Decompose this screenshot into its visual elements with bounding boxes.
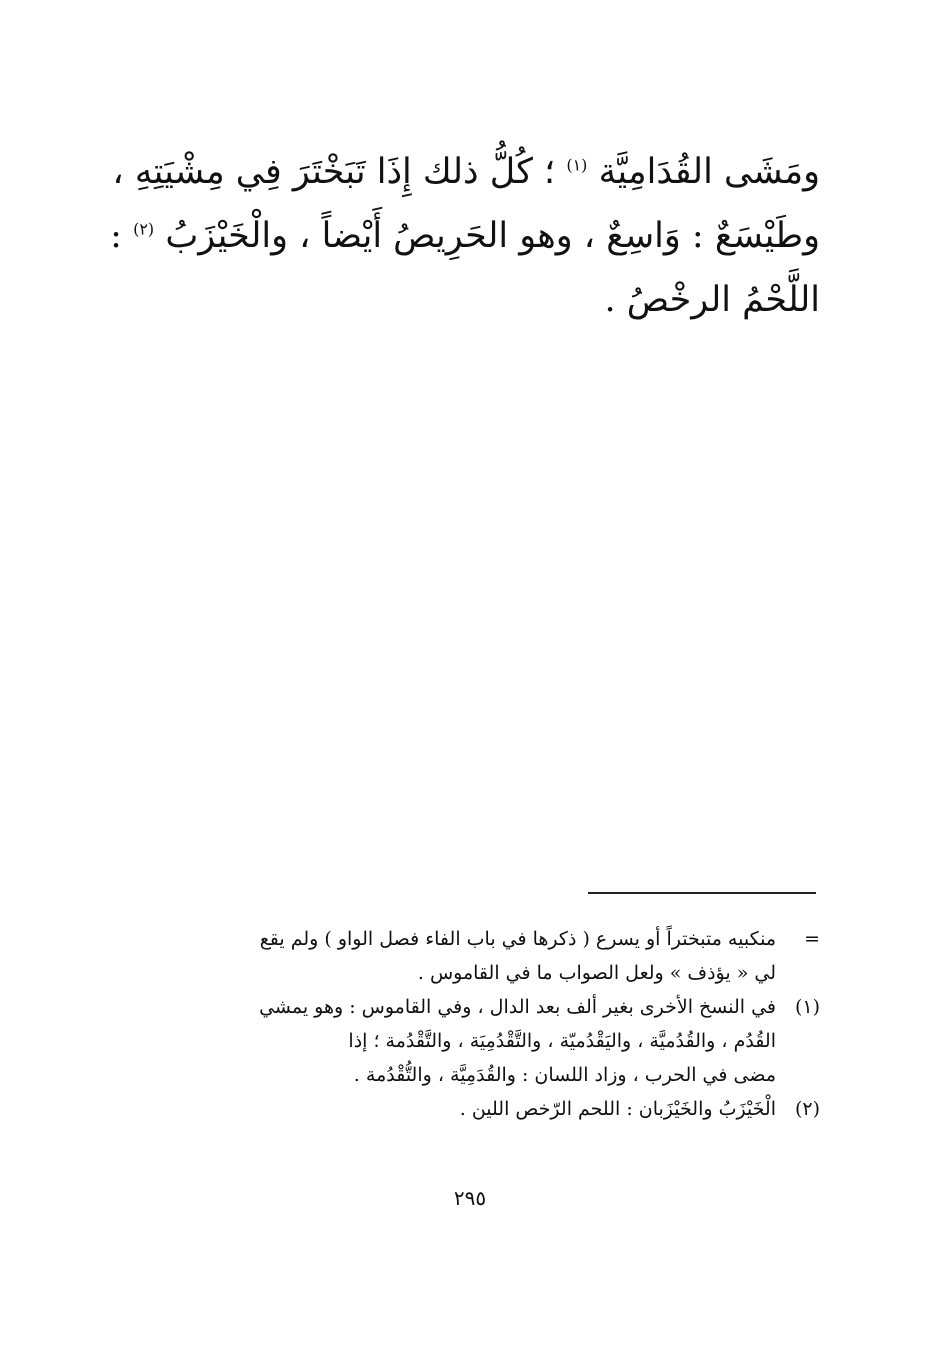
main-text [110, 140, 820, 332]
footnote-line: القُدُم ، والقُدُميَّة ، واليَقْدُميّة ، والتَّقْدُمِيَة ، والتَّقْدُمة ؛ إذا [348, 1030, 776, 1052]
footnote-marker: (١) [794, 996, 820, 1018]
footnote-marker: (٢) [794, 1098, 820, 1120]
main-text-segment: : [110, 216, 122, 256]
footnote-continuation [152, 922, 820, 990]
page-number: ٢٩٥ [453, 1186, 487, 1210]
main-text-line [112, 140, 820, 204]
footnote-ref-1: (١) [566, 155, 588, 175]
footnote-body [152, 990, 776, 1092]
footnote-line: مضى في الحرب ، وزاد اللسان : والقُدَمِيَّة ، والتُّقْدُمة . [353, 1064, 776, 1086]
footnote-body [152, 1092, 776, 1126]
footnote-marker: = [804, 928, 820, 950]
main-text-line [110, 204, 820, 268]
main-text-line [150, 268, 820, 332]
footnote-body [152, 922, 776, 990]
footnote-1 [152, 990, 820, 1092]
footnotes [152, 922, 820, 1126]
main-text-segment: وطَيْسَعٌ : وَاسِعٌ ، وهو الحَرِيصُ أَيْضاً ، والْخَيْزَبُ [165, 216, 820, 256]
footnote-line: الْخَيْزَبُ والخَيْزَبان : اللحم الرّخص اللين . [459, 1098, 776, 1120]
footnote-line: لي « يؤذف » ولعل الصواب ما في القاموس . [417, 962, 776, 984]
footnote-line: منكبيه متبختراً أو يسرع ( ذكرها في باب الفاء فصل الواو ) ولم يقع [259, 928, 776, 950]
main-text-segment: اللَّحْمُ الرخْصُ . [604, 280, 820, 320]
main-text-segment: ومَشَى القُدَامِيَّة [598, 152, 820, 192]
footnote-ref-2: (٢) [133, 219, 155, 239]
footnote-divider [588, 892, 816, 894]
footnote-line: في النسخ الأخرى بغير ألف بعد الدال ، وفي القاموس : وهو يمشي [259, 996, 776, 1018]
main-text-segment: ؛ كُلُّ ذلك إِذَا تَبَخْتَرَ فِي مِشْيَتِهِ ، [112, 152, 556, 192]
footnote-2 [152, 1092, 820, 1126]
